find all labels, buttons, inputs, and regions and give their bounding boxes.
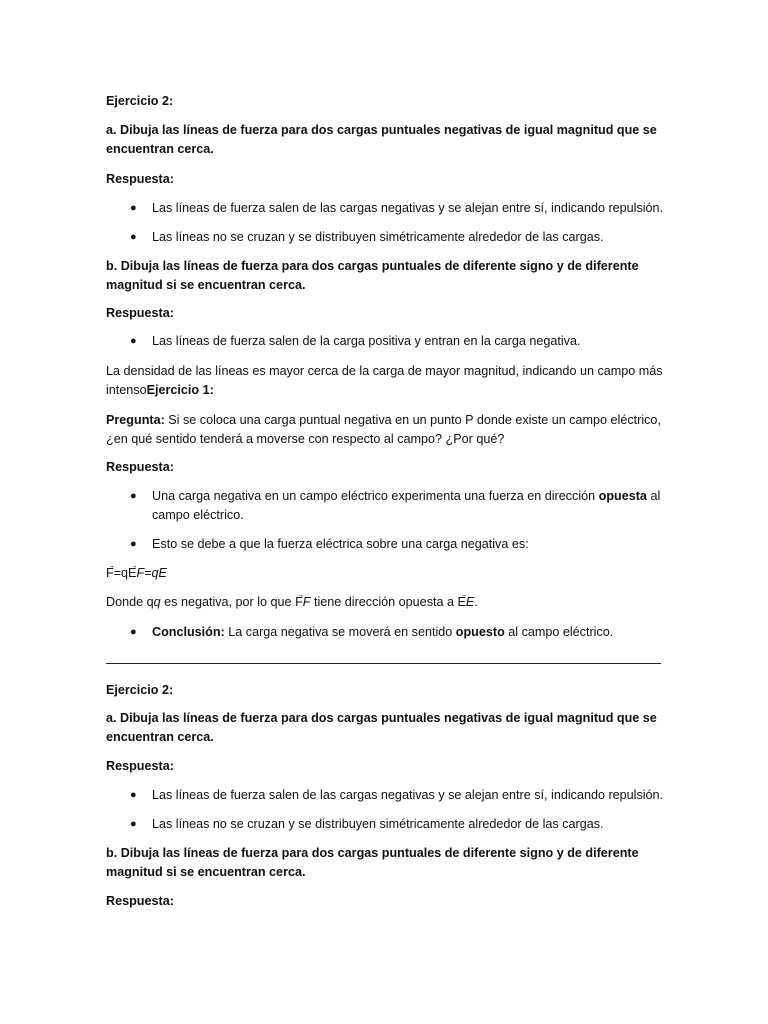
list-item: ● Las líneas no se cruzan y se distribuyen simétricamente alrededor de las cargas. <box>152 228 668 247</box>
bullet-icon: ● <box>130 626 137 638</box>
density-paragraph: La densidad de las líneas es mayor cerca de la carga de mayor magnitud, indicando un campo más intensoEjercicio 1: <box>106 364 663 397</box>
question-b: b. Dibuja las líneas de fuerza para dos cargas puntuales de diferente signo y de diferente magnitud si se encuentran cerca. <box>106 846 639 879</box>
bullet-icon: ● <box>130 538 137 550</box>
list-item: ● Las líneas de fuerza salen de la carga positiva y entran en la carga negativa. <box>152 332 668 351</box>
inline-heading-ejercicio-1: Ejercicio 1: <box>146 383 214 397</box>
list-item: ● Una carga negativa en un campo eléctrico experimenta una fuerza en dirección opuesta al campo eléctrico. <box>130 489 661 522</box>
formula-line: F=qEF=qE <box>106 566 167 580</box>
list-item: ● Las líneas de fuerza salen de las cargas negativas y se alejan entre sí, indicando repulsión. <box>152 786 668 805</box>
bullet-icon: ● <box>130 231 137 243</box>
list-item: ● Las líneas de fuerza salen de las cargas negativas y se alejan entre sí, indicando repulsión. <box>152 199 668 218</box>
list-item: ● Las líneas no se cruzan y se distribuyen simétricamente alrededor de las cargas. <box>152 815 668 834</box>
bullet-icon: ● <box>130 202 137 214</box>
list-item-conclusion: ● Conclusión: La carga negativa se moverá en sentido opuesto al campo eléctrico. <box>152 623 668 642</box>
pregunta-paragraph: Pregunta: Si se coloca una carga puntual negativa en un punto P donde existe un campo eléctrico, ¿en qué sentido tenderá a moverse con respecto al campo? ¿Por qué? <box>106 413 661 446</box>
respuesta-label: Respuesta: <box>106 894 174 908</box>
respuesta-label: Respuesta: <box>106 172 174 186</box>
respuesta-label: Respuesta: <box>106 306 174 320</box>
horizontal-divider <box>106 663 661 664</box>
list-item: ● Esto se debe a que la fuerza eléctrica sobre una carga negativa es: <box>152 535 668 554</box>
question-a: a. Dibuja las líneas de fuerza para dos cargas puntuales negativas de igual magnitud que se encuentran cerca. <box>106 123 657 156</box>
respuesta-label: Respuesta: <box>106 759 174 773</box>
bullet-icon: ● <box>130 490 137 502</box>
bullet-icon: ● <box>130 818 137 830</box>
bullet-icon: ● <box>130 335 137 347</box>
heading-ejercicio-2: Ejercicio 2: <box>106 94 174 108</box>
respuesta-label: Respuesta: <box>106 460 174 474</box>
donde-paragraph: Donde qq es negativa, por lo que FF tiene dirección opuesta a EE. <box>106 595 478 609</box>
question-b: b. Dibuja las líneas de fuerza para dos cargas puntuales de diferente signo y de diferente magnitud si se encuentran cerca. <box>106 259 639 292</box>
heading-ejercicio-2: Ejercicio 2: <box>106 683 174 697</box>
bullet-icon: ● <box>130 789 137 801</box>
question-a: a. Dibuja las líneas de fuerza para dos cargas puntuales negativas de igual magnitud que se encuentran cerca. <box>106 711 657 744</box>
